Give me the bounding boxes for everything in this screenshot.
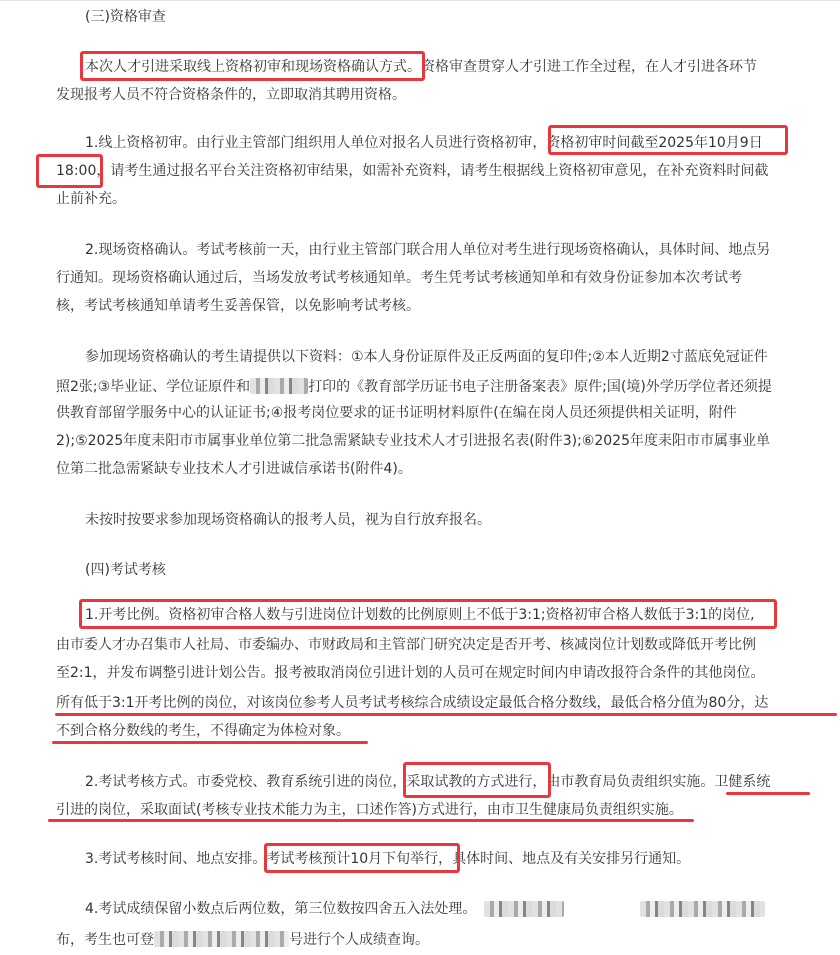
notice-line: 未按时按要求参加现场资格确认的报考人员，视为自行放弃报名。	[85, 512, 491, 528]
annotation-box-ratio	[79, 599, 777, 629]
materials-line-2: 照2张;③毕业证、学位证原件和 打印的《教育部学历证书电子注册备案表》原件;国(境)外学历学位者还须提	[56, 379, 772, 395]
trial-teaching-highlight: ，采取试教的方式进行，	[392, 774, 547, 790]
item1-line-2: 18:00，请考生通过报名平台关注资格初审结果，如需补充资料，请考生根据线上资格初审意见，在补充资料时间截	[56, 163, 769, 179]
top-border	[0, 0, 840, 1]
redacted-blur	[484, 901, 564, 917]
s4-item2-line-2: 引进的岗位，采取面试(考核专业技术能力为主，口述作答)方式进行，由市卫生健康局负责组织实施。	[56, 802, 683, 818]
annotation-underline	[52, 741, 368, 744]
intro-highlight: 本次人才引进采取线上资格初审和现场资格确认方式。	[85, 59, 421, 75]
annotation-box-trial-teaching	[403, 762, 551, 798]
materials-line-1: 参加现场资格确认的考生请提供以下资料：①本人身份证原件及正反两面的复印件;②本人近期2寸蓝底免冠证件	[85, 349, 768, 365]
s4-item4-line-2: 布，考生也可登 号进行个人成绩查询。	[56, 932, 429, 948]
annotation-underline	[55, 713, 837, 716]
materials-line-4: 2);⑤2025年度耒阳市市属事业单位第二批急需紧缺专业技术人才引进报名表(附件3);⑥2025年度耒阳市市属事业单	[56, 433, 770, 449]
s4-item4-line-1: 4.考试成绩保留小数点后两位数，第三位数按四舍五入法处理。	[85, 901, 477, 917]
materials-line-3: 供教育部留学服务中心的认证证书;④报考岗位要求的证书证明材料原件(在编在岗人员还须提供相关证明，附件	[56, 405, 737, 421]
section-3-heading: (三)资格审查	[85, 9, 166, 25]
annotation-box-deadline-time	[36, 154, 103, 188]
health-system-highlight: 卫健系统	[714, 774, 771, 790]
item2-line-3: 核，考试考核通知单请考生妥善保管，以免影响考试考核。	[56, 298, 420, 314]
item1-line-1: 1.线上资格初审。由行业主管部门组织用人单位对报名人员进行资格初审，资格初审时间截至2025年10月9日	[85, 135, 763, 151]
annotation-underline	[726, 792, 810, 795]
redacted-blur	[640, 901, 765, 917]
item2-line-1: 2.现场资格确认。考试考核前一天，由行业主管部门联合用人单位对考生进行现场资格确认，具体时间、地点另	[85, 242, 771, 258]
s4-item1-line-3: 至2:1，并发布调整引进计划公告。报考被取消岗位引进计划的人员可在规定时间内申请改报符合条件的其他岗位。	[56, 665, 765, 681]
redacted-blur	[250, 378, 308, 394]
s4-item1-line-4: 所有低于3:1开考比例的岗位，对该岗位参考人员考试考核综合成绩设定最低合格分数线，最低合格分值为80分，达	[56, 695, 769, 711]
annotation-box-deadline-date	[548, 125, 788, 155]
item2-line-2: 行通知。现场资格确认通过后，当场发放考试考核通知单。考生凭考试考核通知单和有效身份证参加本次考试考	[56, 270, 742, 286]
annotation-box-intro	[80, 51, 425, 81]
deadline-time: 18:00	[56, 163, 97, 179]
s4-item3-line-1: 3.考试考核时间、地点安排。考试考核预计10月下旬举行，具体时间、地点及有关安排另行通知。	[85, 851, 691, 867]
exam-time-highlight: 考试考核预计10月下旬举行，	[266, 851, 453, 867]
s4-item1-line-2: 由市委人才办召集市人社局、市委编办、市财政局和主管部门研究决定是否开考、核减岗位计划数或降低开考比例	[56, 637, 756, 653]
section-4-heading: (四)考试考核	[85, 562, 166, 578]
s4-item2-line-1: 2.考试考核方式。市委党校、教育系统引进的岗位，采取试教的方式进行，由市教育局负责组织实施。卫健系统	[85, 774, 771, 790]
annotation-underline	[48, 819, 694, 822]
item1-line-3: 止前补充。	[56, 191, 126, 207]
s4-item1-line-1: 1.开考比例。资格初审合格人数与引进岗位计划数的比例原则上不低于3:1;资格初审合格人数低于3:1的岗位,	[85, 607, 755, 623]
deadline-highlight: 资格初审时间截至2025年10月9日	[546, 135, 763, 151]
intro-line-2: 发现报考人员不符合资格条件的，立即取消其聘用资格。	[56, 87, 406, 103]
annotation-box-exam-time	[264, 843, 460, 873]
materials-line-5: 位第二批急需紧缺专业技术人才引进诚信承诺书(附件4)。	[56, 461, 412, 477]
intro-text: 资格审查贯穿人才引进工作全过程，在人才引进各环节	[421, 59, 757, 75]
redacted-blur	[154, 931, 289, 947]
s4-item1-line-5: 不到合格分数线的考生，不得确定为体检对象。	[56, 723, 350, 739]
